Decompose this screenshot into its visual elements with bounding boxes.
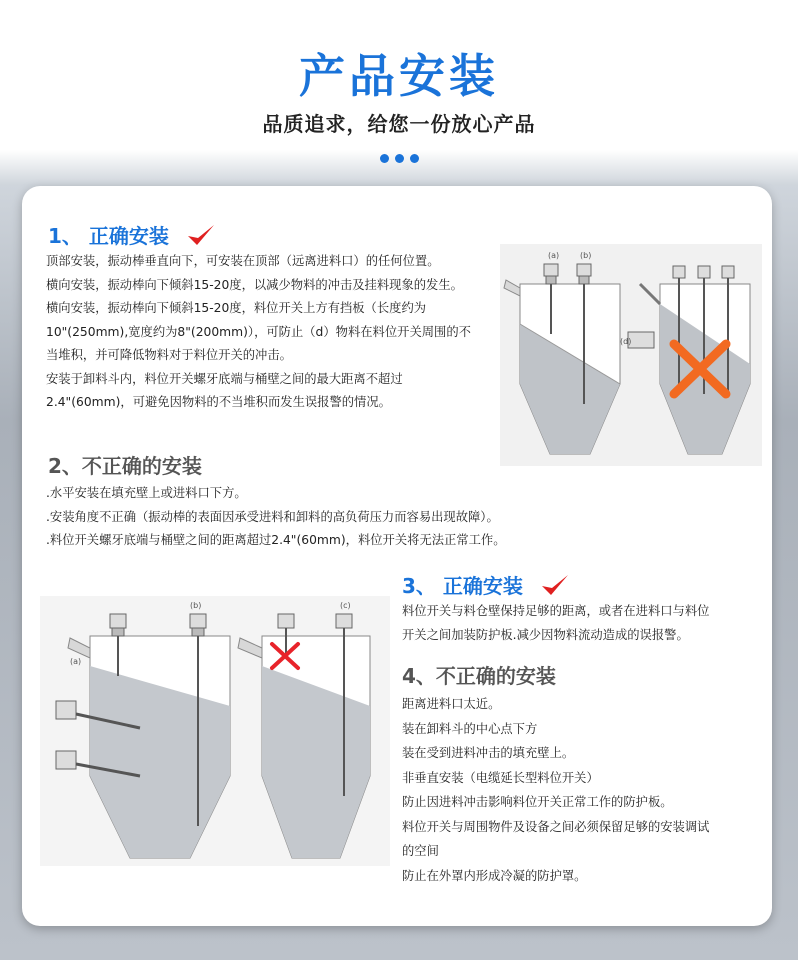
section1-line: 顶部安装，振动棒垂直向下，可安装在顶部（远离进料口）的任何位置。 (46, 254, 440, 268)
section4-line: 防止因进料冲击影响料位开关正常工作的防护板。 (402, 795, 673, 809)
checkmark-icon (186, 223, 216, 247)
section3-text (402, 600, 709, 647)
diagram-label: (b) (580, 251, 592, 260)
section2-line: .料位开关螺牙底端与桶壁之间的距离超过2.4"(60mm)，料位开关将无法正常工作。 (46, 533, 506, 547)
content-card (22, 186, 772, 926)
section3-line: 料位开关与料仓壁保持足够的距离，或者在进料口与料位 (402, 604, 710, 618)
diagram-label: (b) (190, 601, 202, 610)
diagram-label: (a) (70, 657, 82, 666)
decor-dots (0, 148, 798, 167)
section2-text (46, 482, 506, 553)
section1-line: 横向安装，振动棒向下倾斜15-20度，料位开关上方有挡板（长度约为 (46, 301, 427, 315)
section4-heading: 4、不正确的安装 (402, 664, 556, 688)
section4-line: 的空间 (402, 844, 439, 858)
installation-diagram-bottom (40, 596, 390, 866)
section1-line: 横向安装，振动棒向下倾斜15-20度，以减少物料的冲击及挂料现象的发生。 (46, 277, 463, 292)
section1-line: 安装于卸料斗内，料位开关螺牙底端与桶壁之间的最大距离不超过 (46, 371, 403, 386)
section3-heading: 3、 正确安装 (402, 570, 570, 599)
section4-line: 料位开关与周围物件及设备之间必须保留足够的安装调试 (402, 819, 710, 834)
section3-line: 开关之间加装防护板.减少因物料流动造成的误报警。 (402, 627, 689, 642)
section4-line: 防止在外罩内形成冷凝的防护罩。 (402, 868, 587, 883)
section1-text (46, 250, 471, 415)
diagram-label: (c) (340, 601, 351, 610)
section4-line: 非垂直安装（电缆延长型料位开关） (402, 770, 599, 785)
section1-line: 2.4"(60mm)，可避免因物料的不当堆积而发生误报警的情况。 (46, 395, 391, 409)
section1-line: 当堆积，并可降低物料对于料位开关的冲击。 (46, 348, 292, 362)
page-subtitle: 品质追求，给您一份放心产品 (262, 112, 536, 136)
diagram-label: (a) (548, 251, 560, 260)
installation-diagram-top (500, 244, 762, 466)
page-title: 产品安装 (299, 49, 499, 103)
diagram-label: (d) (620, 337, 632, 346)
section1-heading: 1、 正确安装 (48, 220, 216, 249)
section2-line: .安装角度不正确（振动棒的表面因承受进料和卸料的高负荷压力而容易出现故障）。 (46, 509, 499, 524)
checkmark-icon (540, 573, 570, 597)
section4-text (402, 692, 709, 888)
section4-line: 装在卸料斗的中心点下方 (402, 721, 538, 736)
section1-line: 10"(250mm),宽度约为8"(200mm)），可防止（d）物料在料位开关周围的不 (46, 324, 471, 339)
section2-heading: 2、不正确的安装 (48, 454, 202, 478)
section4-line: 装在受到进料冲击的填充壁上。 (402, 746, 575, 760)
section4-line: 距离进料口太近。 (402, 697, 501, 711)
section2-line: .水平安装在填充壁上或进料口下方。 (46, 486, 247, 500)
